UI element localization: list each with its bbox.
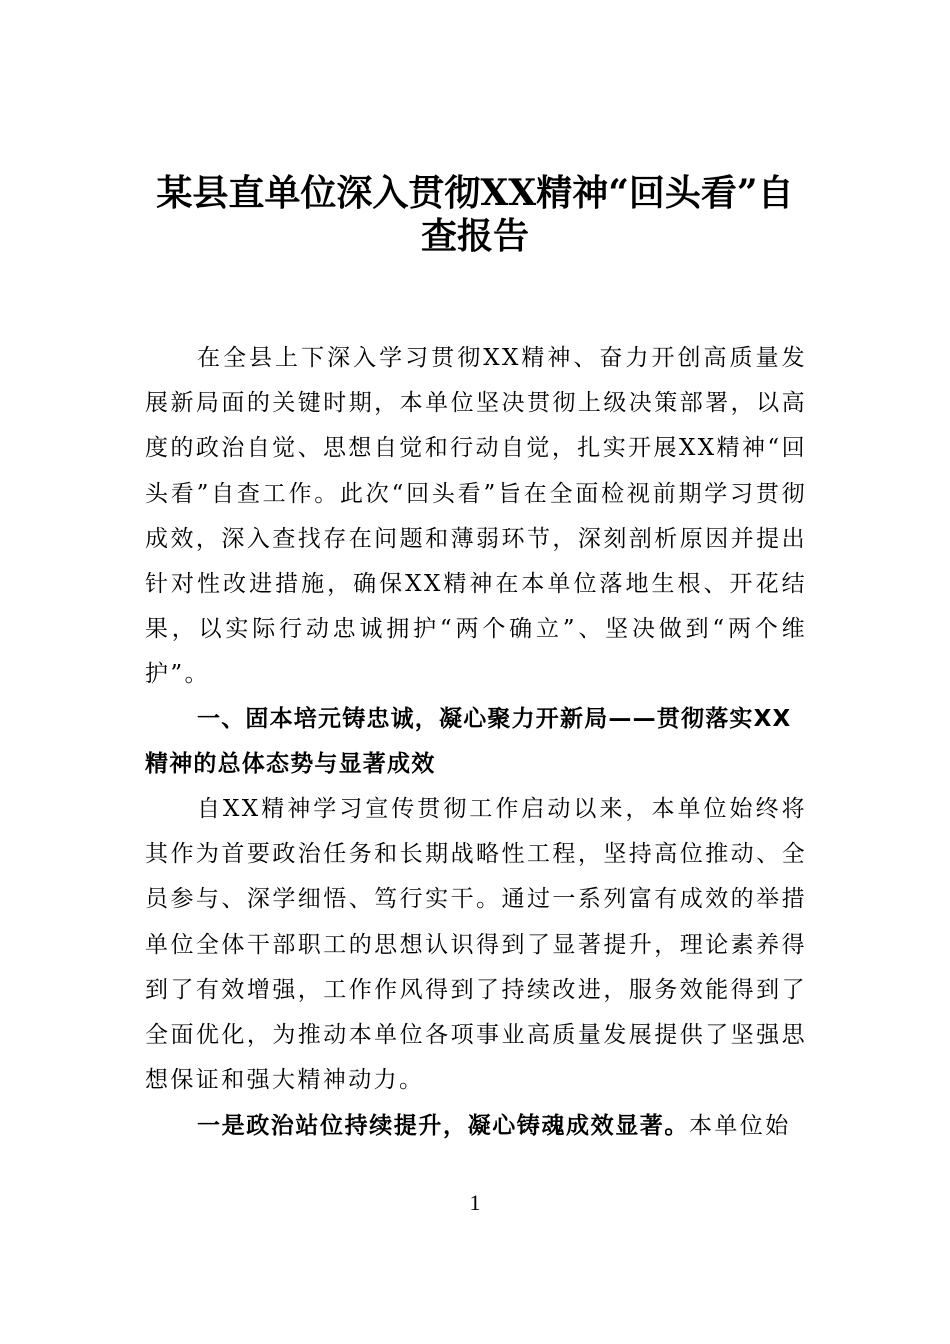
point-1-lead: 一是政治站位持续提升，凝心铸魂成效显著。 [197,1112,689,1139]
document-title-line-2: 查报告 [420,215,529,257]
section-1-heading: 一、固本培元铸忠诚，凝心聚力开新局——贯彻落实XX精神的总体态势与显著成效 [145,706,792,778]
section-1-paragraph: 自XX精神学习宣传贯彻工作启动以来，本单位始终将其作为首要政治任务和长期战略性工程，坚持高位推动、全员参与、深学细悟、笃行实干。通过一系列富有成效的举措单位全体干部职工的思想认识得到了显著提升，理论素养得到了有效增强，工作作风得到了持续改进，服务效能得到了全面优化，为推动本单位各项事业高质量发展提供了坚强思想保证和强大精神动力。 [145,796,807,1094]
point-1-paragraph [145,1103,807,1149]
intro-paragraph: 在全县上下深入学习贯彻XX精神、奋力开创高质量发展新局面的关键时期，本单位坚决贯彻上级决策部署，以高度的政治自觉、思想自觉和行动自觉，扎实开展XX精神“回头看”自查工作。此次“回头看”旨在全面检视前期学习贯彻成效，深入查找存在问题和薄弱环节，深刻剖析原因并提出针对性改进措施，确保XX精神在本单位落地生根、开花结果，以实际行动忠诚拥护“两个确立”、坚决做到“两个维护”。 [145,345,807,688]
document-title-line-1: 某县直单位深入贯彻XX精神“回头看”自 [156,172,794,214]
point-1-text: 本单位始 [689,1113,791,1139]
page-number: 1 [469,1190,481,1215]
